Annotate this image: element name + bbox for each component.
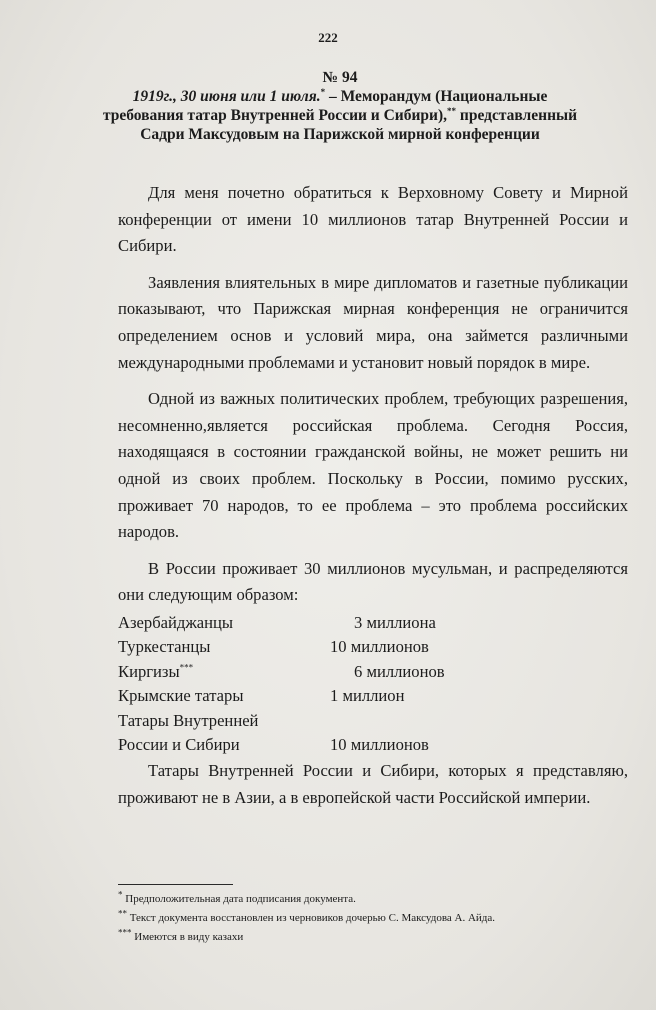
group-count: 1 миллион (330, 686, 405, 706)
population-list (118, 611, 628, 758)
document-number: № 94 (322, 69, 358, 86)
list-item (118, 684, 628, 709)
document-title-part2: представленный Садри Максудовым на Парижской мирной конференции (140, 107, 578, 143)
footnote: * Предположительная дата подписания документа. (118, 889, 356, 905)
document-date: 1919г., 30 июня или 1 июля. (132, 88, 321, 105)
footnote-divider (118, 884, 233, 885)
paragraph: Заявления влиятельных в мире дипломатов и газетные публикации показывают, что Парижская мирная конференция не ограничится определением основ и условий мира, она займется различными международными проблемами и установит новый порядок в мире. (118, 272, 628, 372)
footnote: *** Имеются в виду казахи (118, 927, 244, 943)
footnote: ** Текст документа восстановлен из черновиков дочерью С. Максудова А. Айда. (118, 908, 496, 924)
group-count: 10 миллионов (330, 735, 429, 755)
group-count: 10 миллионов (330, 637, 429, 657)
footnote-mark: ** (447, 105, 457, 116)
paragraph: Одной из важных политических проблем, требующих разрешения, несомненно,является российская проблема. Сегодня Россия, находящаяся в состоянии гражданской войны, не может решить ни одной из своих проблем. Поскольку в России, помимо русских, проживает 70 народов, то ее проблема – это проблема российских народов. (118, 389, 628, 542)
group-name: России и Сибири (118, 735, 240, 755)
footnotes (118, 890, 628, 947)
document-title-part1: – Меморандум (Национальные требования татар Внутренней России и Сибири), (102, 88, 548, 124)
group-name: Киргизы*** (118, 661, 194, 681)
page-number: 222 (318, 30, 338, 45)
group-name: Туркестанцы (118, 637, 211, 657)
document-body (118, 180, 628, 821)
list-item (118, 733, 628, 758)
paragraph: Татары Внутренней России и Сибири, которых я представляю, проживают не в Азии, а в европейской части Российской империи. (118, 760, 628, 807)
document-heading (100, 68, 580, 144)
list-item (118, 611, 628, 636)
list-item (118, 635, 628, 660)
paragraph: В России проживает 30 миллионов мусульман, и распределяются они следующим образом: (118, 558, 628, 605)
paragraph: Для меня почетно обратиться к Верховному Совету и Мирной конференции от имени 10 миллионов татар Внутренней России и Сибири. (118, 183, 628, 256)
list-item (118, 709, 628, 734)
group-count: 6 миллионов (354, 661, 445, 681)
group-name: Крымские татары (118, 686, 244, 706)
group-name: Татары Внутренней (118, 710, 259, 730)
footnote-mark: * (320, 86, 326, 97)
group-name: Азербайджанцы (118, 612, 234, 632)
list-item (118, 660, 628, 685)
group-count: 3 миллиона (354, 612, 436, 632)
